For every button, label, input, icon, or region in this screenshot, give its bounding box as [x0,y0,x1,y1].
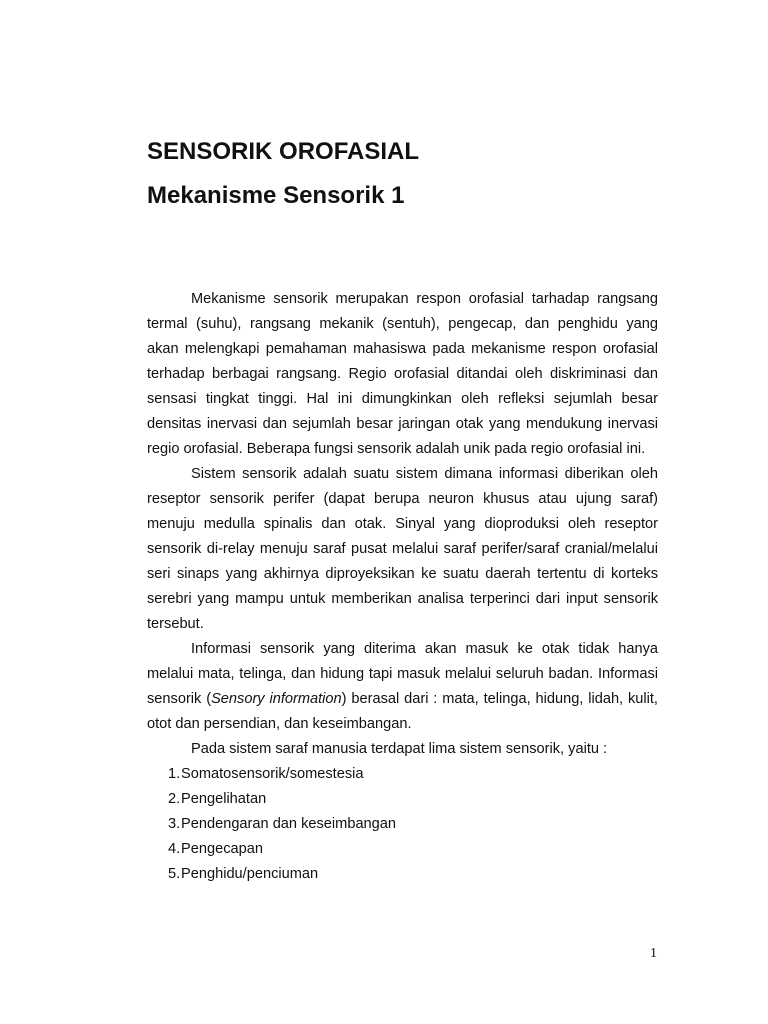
paragraph-text-before-italic: Informasi sensorik yang diterima akan masuk ke otak tidak hanya melalui mata, telinga, dan hidung tapi masuk melalui seluruh badan. Informasi sensorik ( [147,641,658,707]
list-item-label: Somatosensorik/somestesia [181,766,364,782]
document-title: SENSORIK OROFASIAL [147,138,420,165]
document-body [147,287,658,887]
list-item-label: Penghidu/penciuman [181,866,319,882]
list-item [147,762,658,787]
paragraph-informasi-sensorik [147,637,658,737]
paragraph-sistem-sensorik: Sistem sensorik adalah suatu sistem dimana informasi diberikan oleh reseptor sensorik perifer (dapat berupa neuron khusus atau ujung saraf) menuju medulla spinalis dan otak. Sinyal yang dioproduksi oleh reseptor sensorik di-relay menuju saraf pusat melalui saraf perifer/saraf cranial/melalui seri sinaps yang akhirnya diproyeksikan ke suatu daerah tertentu di korteks serebri yang mampu untuk memberikan analisa terperinci dari input sensorik tersebut. [147,466,658,632]
list-item-number: 4. [168,841,181,857]
list-item-number: 5. [168,866,181,882]
list-item-label: Pengecapan [181,841,263,857]
list-intro: Pada sistem saraf manusia terdapat lima sistem sensorik, yaitu : [191,741,608,757]
list-item-number: 1. [168,766,181,782]
list-item [147,787,658,812]
list-item-label: Pengelihatan [181,791,267,807]
paragraph-text-after-italic: ) berasal dari : mata, telinga, hidung, lidah, kulit, otot dan persendian, dan keseimbangan. [147,691,658,732]
paragraph-mekanisme-sensorik: Mekanisme sensorik merupakan respon orofasial tarhadap rangsang termal (suhu), rangsang mekanik (sentuh), pengecap, dan penghidu yang akan melengkapi pemahaman mahasiswa pada mekanisme respon orofasial terhadap berbagai rangsang. Regio orofasial ditandai oleh diskriminasi dan sensasi tingkat tinggi. Hal ini dimungkinkan oleh refleksi sejumlah besar densitas inervasi dan sejumlah besar jaringan otak yang mendukung inervasi regio orofasial. Beberapa fungsi sensorik adalah unik pada regio orofasial ini. [147,291,658,457]
italic-term-sensory-information: Sensory information [211,691,342,707]
page-number: 1 [650,946,657,961]
list-item [147,862,658,887]
list-item-number: 3. [168,816,181,832]
list-item [147,812,658,837]
sensory-systems-list [147,762,658,887]
document-subtitle: Mekanisme Sensorik 1 [147,182,405,209]
list-item-number: 2. [168,791,181,807]
list-item [147,837,658,862]
list-item-label: Pendengaran dan keseimbangan [181,816,397,832]
